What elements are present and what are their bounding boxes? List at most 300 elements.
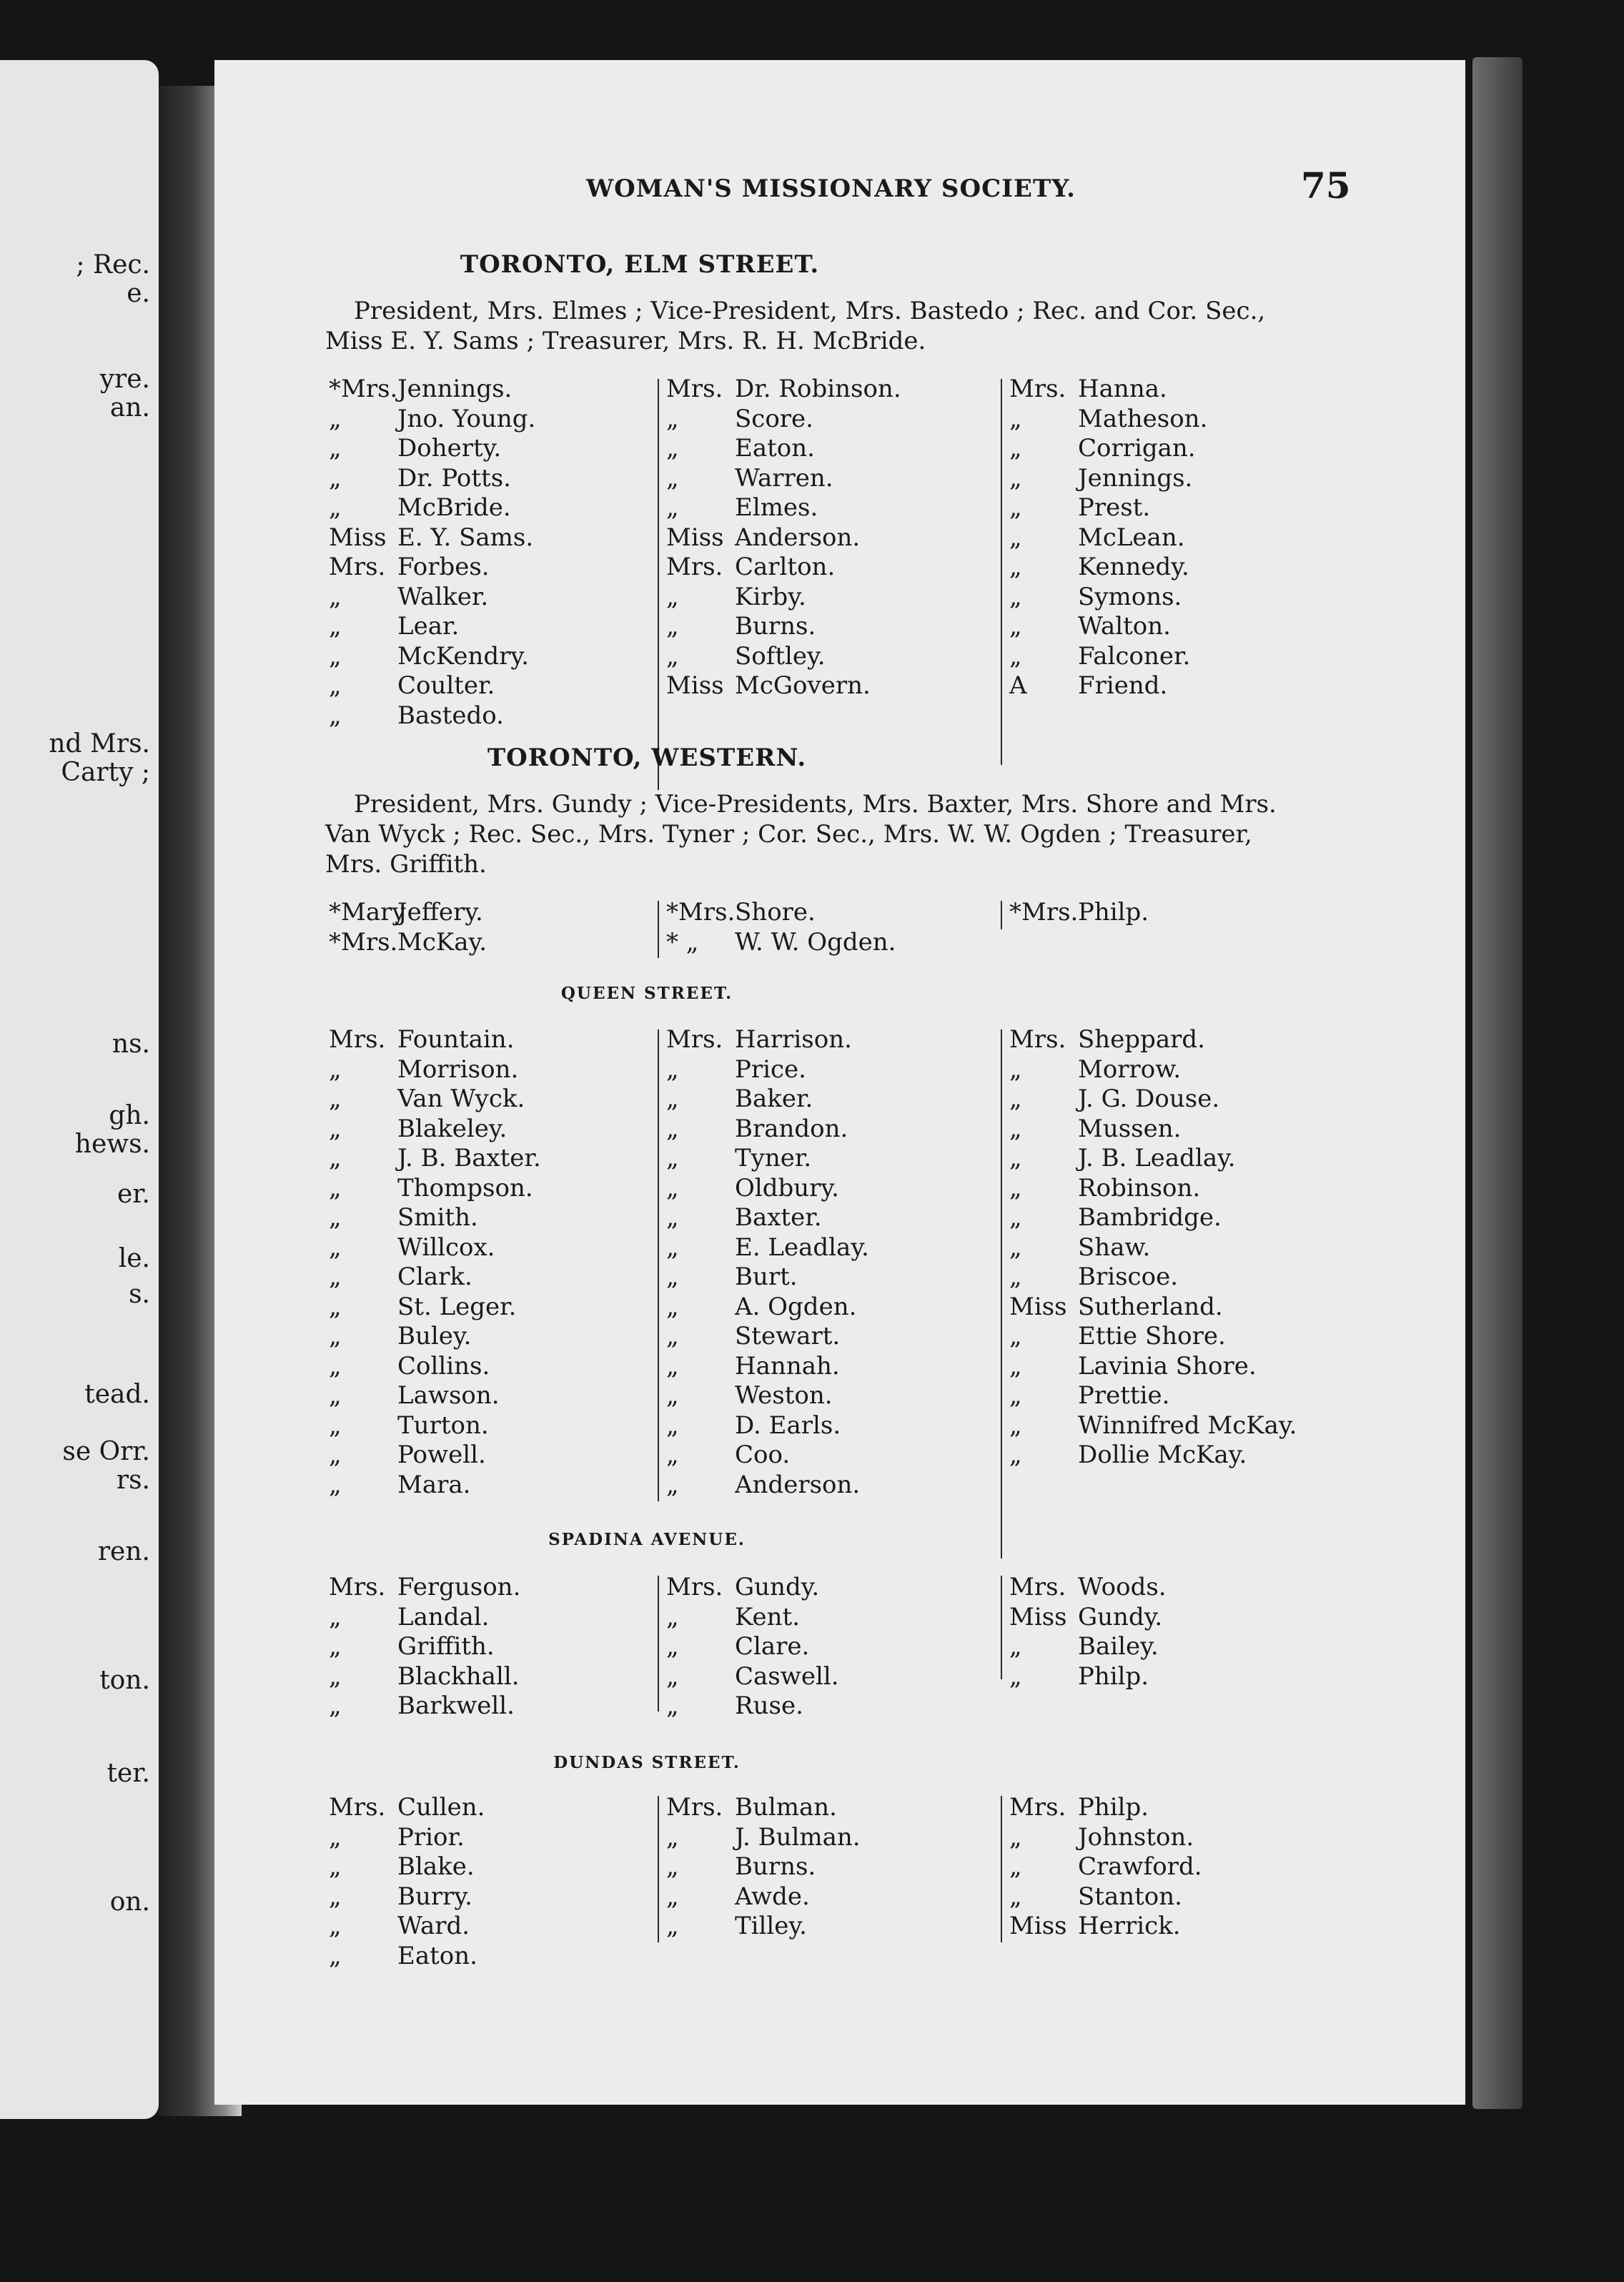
list-item — [666, 583, 901, 613]
column-rule — [1001, 1796, 1002, 1942]
member-name: Jeffery. — [397, 898, 483, 927]
member-name: Caswell. — [735, 1661, 839, 1691]
officers-line: President, Mrs. Gundy ; Vice-Presidents, Mrs. Baxter, Mrs. Shore and Mrs. — [354, 790, 1277, 819]
list-item — [329, 1471, 541, 1501]
book-page — [214, 60, 1465, 2105]
list-item — [666, 1025, 869, 1055]
member-name: Eaton. — [397, 1941, 477, 1970]
member-name: Ferguson. — [397, 1573, 521, 1601]
list-item — [1009, 553, 1207, 583]
member-name: McKendry. — [397, 641, 529, 671]
member-name: Coo. — [735, 1441, 791, 1469]
column-elm-3 — [1009, 375, 1207, 701]
facing-page-text: ; Rec. — [76, 250, 150, 280]
list-item — [1009, 1293, 1297, 1323]
list-item — [1009, 898, 1149, 928]
facing-page-text: an. — [109, 393, 150, 423]
list-item — [666, 671, 901, 701]
member-name: Barkwell. — [397, 1691, 515, 1720]
name-prefix: A — [1009, 671, 1027, 700]
facing-page-text: nd Mrs. — [49, 729, 150, 759]
name-prefix: „ — [666, 1411, 679, 1440]
list-item — [666, 1085, 869, 1115]
member-name: Bulman. — [735, 1793, 837, 1822]
name-prefix: „ — [666, 1351, 679, 1380]
list-item — [1009, 1603, 1167, 1633]
column-dundas-2 — [666, 1793, 861, 1942]
list-item — [666, 1115, 869, 1145]
list-item — [666, 1662, 839, 1692]
list-item — [1009, 1793, 1202, 1823]
facing-page-text: er. — [117, 1180, 150, 1209]
member-name: Kennedy. — [1078, 553, 1189, 581]
member-name: Walton. — [1078, 612, 1171, 641]
name-prefix: „ — [666, 1381, 679, 1410]
name-prefix: „ — [666, 582, 679, 611]
list-item — [329, 1025, 541, 1055]
list-item — [666, 1381, 869, 1411]
name-prefix: Mrs. — [666, 1025, 723, 1054]
member-name: Philp. — [1078, 898, 1149, 927]
list-item — [666, 405, 901, 435]
member-name: Robinson. — [1078, 1173, 1201, 1202]
list-item — [1009, 671, 1207, 701]
running-header: WOMAN'S MISSIONARY SOCIETY. — [586, 174, 1076, 203]
list-item — [329, 1322, 541, 1352]
facing-page-text: Carty ; — [61, 758, 150, 787]
name-prefix: „ — [329, 1852, 342, 1881]
name-prefix: „ — [329, 1941, 342, 1970]
facing-page-text: ton. — [99, 1666, 150, 1695]
name-prefix: „ — [666, 641, 679, 671]
list-item — [329, 1573, 520, 1603]
name-prefix: „ — [329, 1661, 342, 1691]
name-prefix: „ — [329, 1173, 342, 1202]
name-prefix: „ — [1009, 582, 1022, 611]
member-name: Johnston. — [1078, 1822, 1194, 1852]
member-name: Eaton. — [735, 434, 815, 463]
name-prefix: „ — [1009, 1263, 1022, 1291]
name-prefix: „ — [329, 1381, 342, 1410]
name-prefix: „ — [666, 1470, 679, 1499]
list-item — [666, 1852, 861, 1882]
member-name: Dr. Robinson. — [735, 375, 901, 403]
member-name: Crawford. — [1078, 1852, 1202, 1881]
name-prefix: *Mrs. — [666, 898, 736, 927]
officers-western — [325, 789, 1355, 879]
list-item — [329, 1263, 541, 1293]
name-prefix: „ — [666, 1661, 679, 1691]
list-item — [666, 1322, 869, 1352]
name-prefix: „ — [666, 493, 679, 522]
list-item — [329, 405, 535, 435]
member-name: Morrow. — [1078, 1054, 1182, 1084]
name-prefix: Mrs. — [329, 1793, 386, 1822]
name-prefix: „ — [329, 641, 342, 671]
name-prefix: Mrs. — [1009, 1025, 1066, 1054]
column-queen-3 — [1009, 1025, 1297, 1471]
name-prefix: „ — [329, 404, 342, 433]
list-item — [329, 1942, 485, 1972]
list-item — [666, 642, 901, 672]
page-number: 75 — [1301, 164, 1351, 207]
name-prefix: „ — [329, 1322, 342, 1350]
member-name: Baker. — [735, 1085, 813, 1113]
member-name: W. W. Ogden. — [735, 927, 896, 957]
member-name: Kirby. — [735, 582, 806, 611]
list-item — [1009, 583, 1207, 613]
name-prefix: „ — [329, 671, 342, 700]
name-prefix: „ — [1009, 1632, 1022, 1661]
list-item — [329, 464, 535, 494]
column-spadina-3 — [1009, 1573, 1167, 1691]
list-item — [1009, 1823, 1202, 1853]
member-name: Powell. — [397, 1441, 486, 1469]
name-prefix: „ — [1009, 434, 1022, 463]
name-prefix: „ — [666, 1441, 679, 1469]
member-name: Winnifred McKay. — [1078, 1411, 1297, 1440]
list-item — [1009, 1852, 1202, 1882]
member-name: Sutherland. — [1078, 1292, 1223, 1321]
list-item — [1009, 464, 1207, 494]
member-name: Shore. — [735, 898, 816, 927]
column-dundas-3 — [1009, 1793, 1202, 1942]
facing-page-text: rs. — [116, 1466, 150, 1495]
list-item — [1009, 1174, 1297, 1204]
member-name: Oldbury. — [735, 1173, 839, 1202]
member-name: Ward. — [397, 1912, 470, 1940]
member-name: Baxter. — [735, 1203, 822, 1232]
member-name: Herrick. — [1078, 1912, 1181, 1940]
list-item — [329, 1823, 485, 1853]
name-prefix: Mrs. — [1009, 1793, 1066, 1822]
list-item — [666, 1174, 869, 1204]
list-item — [1009, 523, 1207, 553]
facing-page-text: s. — [129, 1280, 150, 1309]
name-prefix: „ — [1009, 404, 1022, 433]
member-name: Carlton. — [735, 553, 836, 581]
member-name: McBride. — [397, 493, 511, 522]
name-prefix: „ — [666, 1322, 679, 1350]
name-prefix: „ — [1009, 1173, 1022, 1202]
list-item — [329, 1174, 541, 1204]
officers-elm — [325, 296, 1355, 356]
name-prefix: „ — [666, 1691, 679, 1720]
member-name: McLean. — [1078, 523, 1185, 552]
list-item — [666, 1882, 861, 1912]
column-rule — [1001, 901, 1002, 929]
member-name: Awde. — [735, 1882, 810, 1911]
list-item — [329, 701, 535, 731]
column-western-2 — [666, 898, 896, 957]
name-prefix: „ — [666, 1292, 679, 1321]
name-prefix: „ — [666, 1144, 679, 1172]
member-name: Gundy. — [1078, 1602, 1163, 1631]
name-prefix: Miss — [666, 671, 724, 700]
member-name: St. Leger. — [397, 1292, 517, 1321]
name-prefix: Miss — [329, 523, 387, 552]
member-name: Hanna. — [1078, 375, 1167, 403]
member-name: D. Earls. — [735, 1411, 841, 1440]
member-name: Brandon. — [735, 1114, 848, 1143]
member-name: Jennings. — [1078, 463, 1193, 493]
facing-page-text: e. — [127, 279, 150, 308]
list-item — [666, 928, 896, 958]
member-name: E. Leadlay. — [735, 1233, 869, 1262]
name-prefix: „ — [1009, 1203, 1022, 1232]
member-name: Bailey. — [1078, 1632, 1159, 1661]
list-item — [666, 1823, 861, 1853]
name-prefix: „ — [329, 463, 342, 493]
list-item — [329, 1441, 541, 1471]
name-prefix: „ — [1009, 523, 1022, 552]
member-name: Stanton. — [1078, 1882, 1182, 1911]
list-item — [1009, 1025, 1297, 1055]
list-item — [1009, 1441, 1297, 1471]
list-item — [666, 1144, 869, 1174]
name-prefix: „ — [666, 434, 679, 463]
list-item — [666, 1632, 839, 1662]
member-name: Matheson. — [1078, 404, 1208, 433]
member-name: Cullen. — [397, 1793, 485, 1822]
facing-page-text: gh. — [109, 1101, 150, 1130]
column-rule — [658, 1029, 659, 1501]
member-name: Falconer. — [1078, 641, 1191, 671]
member-name: Symons. — [1078, 582, 1182, 611]
member-name: Lawson. — [397, 1381, 500, 1410]
list-item — [1009, 1115, 1297, 1145]
member-name: Warren. — [735, 463, 833, 493]
list-item — [666, 1233, 869, 1263]
member-name: E. Y. Sams. — [397, 523, 534, 552]
list-item — [1009, 1055, 1297, 1085]
list-item — [329, 1912, 485, 1942]
list-item — [1009, 1233, 1297, 1263]
name-prefix: „ — [329, 1470, 342, 1499]
name-prefix: „ — [666, 463, 679, 493]
list-item — [1009, 434, 1207, 464]
name-prefix: Mrs. — [329, 553, 386, 581]
member-name: Walker. — [397, 582, 489, 611]
member-name: Dr. Potts. — [397, 463, 511, 493]
member-name: Bambridge. — [1078, 1203, 1222, 1232]
member-name: Philp. — [1078, 1661, 1149, 1691]
name-prefix: „ — [329, 1203, 342, 1232]
officers-line: Mrs. Griffith. — [325, 850, 487, 879]
column-queen-1 — [329, 1025, 541, 1500]
member-name: Morrison. — [397, 1054, 519, 1084]
name-prefix: „ — [1009, 1233, 1022, 1262]
member-name: Doherty. — [397, 434, 502, 463]
member-name: Clare. — [735, 1632, 810, 1661]
member-name: Van Wyck. — [397, 1085, 525, 1113]
list-item — [329, 1632, 520, 1662]
list-item — [666, 1912, 861, 1942]
name-prefix: „ — [1009, 463, 1022, 493]
name-prefix: Miss — [666, 523, 724, 552]
member-name: A. Ogden. — [735, 1292, 857, 1321]
name-prefix: Mrs. — [666, 1793, 723, 1822]
name-prefix: „ — [666, 1233, 679, 1262]
list-item — [666, 1352, 869, 1382]
name-prefix: „ — [329, 1144, 342, 1172]
member-name: Tilley. — [735, 1912, 807, 1940]
name-prefix: „ — [666, 1173, 679, 1202]
list-item — [329, 1603, 520, 1633]
member-name: Fountain. — [397, 1025, 515, 1054]
facing-page-text: ren. — [97, 1537, 150, 1566]
section-title-elm: TORONTO, ELM STREET. — [460, 250, 820, 279]
facing-page-text: ter. — [107, 1759, 150, 1788]
member-name: Burns. — [735, 1852, 816, 1881]
list-item — [1009, 1573, 1167, 1603]
list-item — [329, 493, 535, 523]
name-prefix: „ — [666, 1085, 679, 1113]
officers-line: President, Mrs. Elmes ; Vice-President, Mrs. Bastedo ; Rec. and Cor. Sec., — [354, 297, 1266, 325]
list-item — [329, 642, 535, 672]
name-prefix: „ — [1009, 1661, 1022, 1691]
name-prefix: „ — [329, 1882, 342, 1911]
name-prefix: „ — [1009, 1144, 1022, 1172]
member-name: Gundy. — [735, 1573, 820, 1601]
name-prefix: „ — [329, 1292, 342, 1321]
list-item — [329, 1882, 485, 1912]
list-item — [666, 1203, 869, 1233]
member-name: Weston. — [735, 1381, 833, 1410]
member-name: J. B. Leadlay. — [1078, 1144, 1236, 1172]
name-prefix: „ — [666, 1632, 679, 1661]
member-name: Landal. — [397, 1602, 490, 1631]
name-prefix: „ — [329, 1233, 342, 1262]
member-name: Prior. — [397, 1822, 465, 1852]
name-prefix: Mrs. — [329, 1573, 386, 1601]
name-prefix: „ — [666, 1602, 679, 1631]
member-name: Smith. — [397, 1203, 478, 1232]
name-prefix: „ — [666, 1114, 679, 1143]
member-name: Harrison. — [735, 1025, 852, 1054]
list-item — [329, 1293, 541, 1323]
list-item — [329, 898, 487, 928]
member-name: Mara. — [397, 1470, 471, 1499]
list-item — [1009, 612, 1207, 642]
list-item — [329, 612, 535, 642]
name-prefix: Mrs. — [666, 553, 723, 581]
name-prefix: „ — [1009, 1882, 1022, 1911]
facing-page-text: le. — [118, 1244, 150, 1273]
member-name: Turton. — [397, 1411, 489, 1440]
list-item — [1009, 1144, 1297, 1174]
name-prefix: „ — [329, 1441, 342, 1469]
facing-page-text: yre. — [99, 365, 150, 394]
name-prefix: Miss — [1009, 1292, 1067, 1321]
list-item — [1009, 642, 1207, 672]
name-prefix: „ — [1009, 1411, 1022, 1440]
list-item — [329, 523, 535, 553]
facing-page-text: ns. — [112, 1029, 150, 1059]
list-item — [666, 375, 901, 405]
facing-page-text: on. — [109, 1887, 150, 1917]
member-name: Coulter. — [397, 671, 495, 700]
column-rule — [658, 1576, 659, 1712]
list-item — [666, 1055, 869, 1085]
list-item — [1009, 1411, 1297, 1441]
member-name: Anderson. — [735, 523, 861, 552]
name-prefix: „ — [666, 1822, 679, 1852]
name-prefix: Mrs. — [666, 375, 723, 403]
member-name: Burry. — [397, 1882, 472, 1911]
member-name: Prettie. — [1078, 1381, 1170, 1410]
member-name: Collins. — [397, 1351, 490, 1380]
name-prefix: „ — [1009, 1822, 1022, 1852]
officers-line: Van Wyck ; Rec. Sec., Mrs. Tyner ; Cor. Sec., Mrs. W. W. Ogden ; Treasurer, — [325, 820, 1252, 849]
list-item — [1009, 1263, 1297, 1293]
name-prefix: „ — [329, 1822, 342, 1852]
member-name: Thompson. — [397, 1173, 533, 1202]
name-prefix: „ — [1009, 1852, 1022, 1881]
member-name: Tyner. — [735, 1144, 812, 1172]
subsection-title-dundas: DUNDAS STREET. — [553, 1753, 741, 1772]
list-item — [329, 1352, 541, 1382]
member-name: Griffith. — [397, 1632, 495, 1661]
name-prefix: Mrs. — [1009, 1573, 1066, 1601]
column-rule — [1001, 379, 1002, 765]
member-name: Score. — [735, 404, 813, 433]
list-item — [666, 1441, 869, 1471]
facing-page-text: se Orr. — [62, 1437, 150, 1466]
member-name: Kent. — [735, 1602, 800, 1631]
list-item — [329, 1381, 541, 1411]
list-item — [1009, 405, 1207, 435]
list-item — [1009, 1085, 1297, 1115]
list-item — [1009, 493, 1207, 523]
facing-page-text: hews. — [74, 1130, 150, 1159]
member-name: Blackhall. — [397, 1661, 520, 1691]
name-prefix: „ — [329, 1411, 342, 1440]
member-name: Willcox. — [397, 1233, 495, 1262]
name-prefix: Miss — [1009, 1602, 1067, 1631]
member-name: Blake. — [397, 1852, 475, 1881]
name-prefix: „ — [329, 1114, 342, 1143]
name-prefix: Mrs. — [1009, 375, 1066, 403]
member-name: Buley. — [397, 1322, 472, 1350]
name-prefix: *Mary — [329, 898, 406, 927]
list-item — [1009, 1882, 1202, 1912]
list-item — [329, 1115, 541, 1145]
list-item — [666, 1573, 839, 1603]
name-prefix: „ — [1009, 1322, 1022, 1350]
column-rule — [658, 1796, 659, 1942]
name-prefix: „ — [666, 612, 679, 641]
list-item — [1009, 1662, 1167, 1692]
member-name: Clark. — [397, 1263, 472, 1291]
subsection-title-queen: QUEEN STREET. — [560, 984, 733, 1003]
member-name: Prest. — [1078, 493, 1151, 522]
name-prefix: „ — [329, 582, 342, 611]
list-item — [666, 1293, 869, 1323]
member-name: Hannah. — [735, 1351, 840, 1380]
list-item — [329, 1203, 541, 1233]
name-prefix: „ — [1009, 1114, 1022, 1143]
name-prefix: „ — [329, 612, 342, 641]
column-elm-2 — [666, 375, 901, 701]
list-item — [666, 493, 901, 523]
subsection-title-spadina: SPADINA AVENUE. — [548, 1530, 746, 1549]
list-item — [329, 1691, 520, 1722]
list-item — [1009, 1203, 1297, 1233]
member-name: Woods. — [1078, 1573, 1167, 1601]
member-name: Bastedo. — [397, 701, 504, 730]
list-item — [329, 1055, 541, 1085]
